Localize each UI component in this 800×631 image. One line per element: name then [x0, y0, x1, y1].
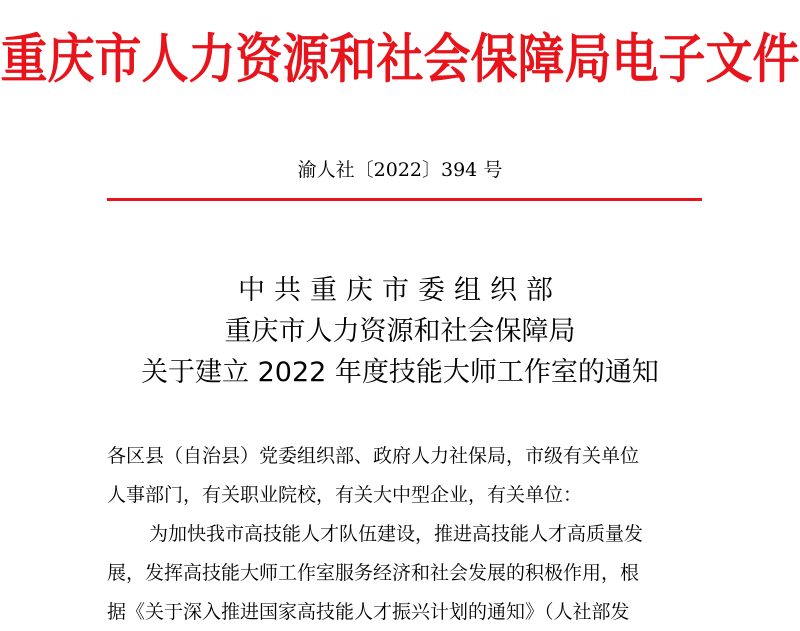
addressee-line-1: 各区县（自治县）党委组织部、政府人力社保局，市级有关单位	[107, 445, 640, 467]
title-line-subject: 关于建立 2022 年度技能大师工作室的通知	[141, 357, 659, 388]
red-divider-line	[107, 198, 702, 201]
title-line-issuer-2: 重庆市人力资源和社会保障局	[224, 316, 576, 347]
title-line-issuer-1: 中共重庆市委组织部	[238, 275, 562, 306]
addressee-line-2: 人事部门，有关职业院校，有关大中型企业，有关单位：	[107, 484, 583, 506]
body-paragraph-line-2: 展，发挥高技能大师工作室服务经济和社会发展的积极作用，根	[107, 562, 640, 584]
document-title	[0, 270, 800, 393]
body-paragraph-line-3: 据《关于深入推进国家高技能人才振兴计划的通知》（人社部发	[107, 601, 630, 623]
document-body	[107, 437, 707, 631]
document-masthead: 重庆市人力资源和社会保障局电子文件	[0, 28, 800, 91]
body-paragraph-line-1: 为加快我市高技能人才队伍建设，推进高技能人才高质量发	[149, 523, 644, 545]
document-number: 渝人社〔2022〕394 号	[297, 159, 503, 181]
